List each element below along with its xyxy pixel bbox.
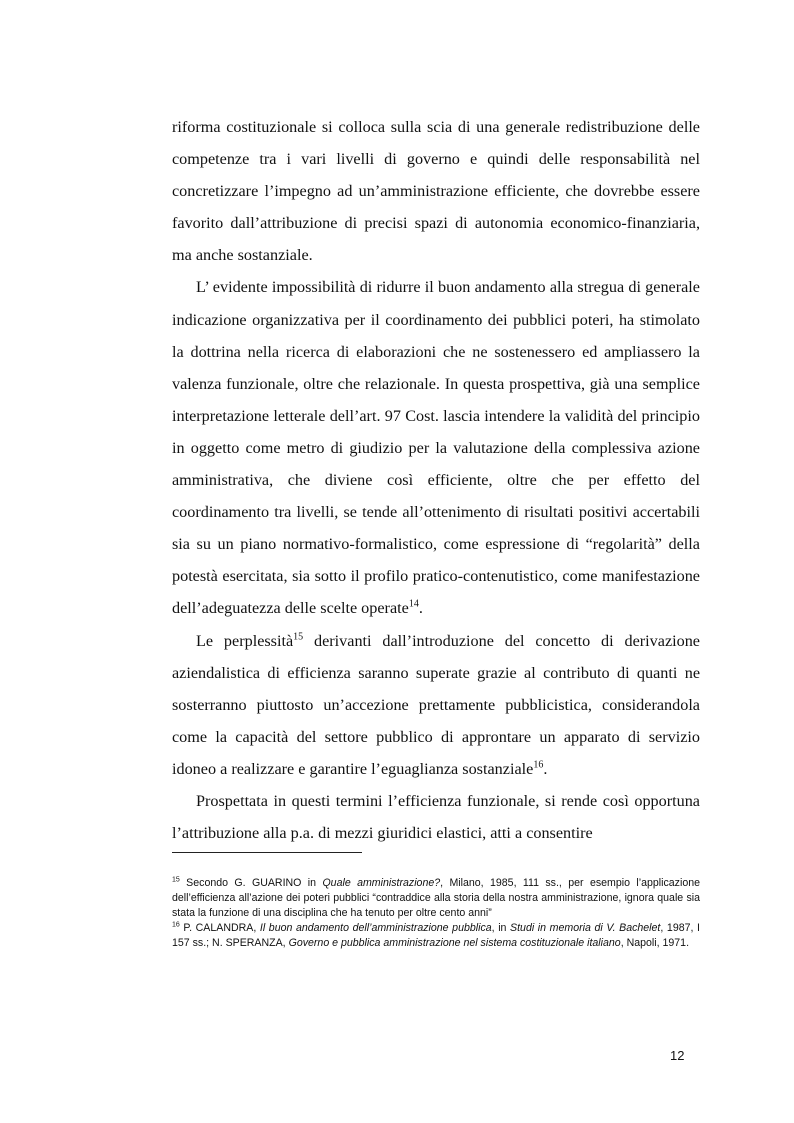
footnote-16-mid-1: , in <box>491 922 511 934</box>
paragraph-1 <box>172 111 700 271</box>
footnote-16-post: , Napoli, 1971. <box>620 937 690 949</box>
footnote-16-pre: P. CALANDRA, <box>179 922 260 934</box>
footnote-16 <box>172 921 700 951</box>
paragraph-4 <box>172 785 700 849</box>
paragraph-3-start: Le perplessità <box>196 631 294 650</box>
paragraph-3-text: derivanti dall’introduzione del concetto di derivazione aziendalistica di efficienza saranno superate grazie al contributo di quanti ne sosterranno piuttosto un’accezione prettamente pubblicistica, considerandola come la capacità del settore pubblico di approntare un apparato di servizio idoneo a realizzare e garantire l’eguaglianza sostanziale <box>172 631 700 778</box>
footnote-15-post: , Milano, 1985, 111 ss., per esempio l’applicazione dell’efficienza all’azione dei poteri pubblici “contraddice alla storia della nostra amministrazione, ignora quale sia stata la funzione di una disciplina che ha tenuto per oltre cento anni” <box>172 877 700 919</box>
paragraph-2-text: L’ evidente impossibilità di ridurre il buon andamento alla stregua di generale indicazione organizzativa per il coordinamento dei pubblici poteri, ha stimolato la dottrina nella ricerca di elaborazioni che ne sostenessero ed ampliassero la valenza funzionale, oltre che relazionale. In questa prospettiva, già una semplice interpretazione letterale dell’art. 97 Cost. lascia intendere la validità del principio in oggetto come metro di giudizio per la valutazione della complessiva azione amministrativa, che diviene così efficiente, oltre che per effetto del coordinamento tra livelli, se tende all’ottenimento di risultati positivi accertabili sia su un piano normativo-formalistico, come espressione di “regolarità” della potestà esercitata, sia sotto il profilo pratico-contenutistico, come manifestazione dell’adeguatezza delle scelte operate <box>172 278 700 618</box>
footnote-ref-16[interactable]: 16 <box>533 759 544 771</box>
footnote-ref-15[interactable]: 15 <box>293 631 304 643</box>
footnote-15-mark: 15 <box>172 876 180 884</box>
paragraph-3 <box>172 625 700 785</box>
footnote-15-title: Quale amministrazione? <box>322 877 441 889</box>
footnote-16-mark: 16 <box>172 921 180 929</box>
footnote-15-pre: Secondo G. GUARINO in <box>179 877 323 889</box>
footnote-ref-14[interactable]: 14 <box>408 599 419 611</box>
paragraph-4-text: Prospettata in questi termini l’efficienza funzionale, si rende così opportuna l’attribuzione alla p.a. di mezzi giuridici elastici, atti a consentire <box>172 791 700 843</box>
paragraph-3-end: . <box>543 759 548 778</box>
footnote-16-title-1: Il buon andamento dell’amministrazione pubblica <box>259 922 492 934</box>
footnote-separator <box>172 852 362 853</box>
body-text <box>172 111 700 849</box>
footnote-16-mid-2: , 1987, I 157 ss.; N. SPERANZA, <box>172 922 700 949</box>
page-number: 12 <box>670 1048 685 1063</box>
footnote-16-title-2: Studi in memoria di V. Bachelet <box>510 922 661 934</box>
footnote-15 <box>172 876 700 921</box>
footnotes <box>172 876 700 951</box>
footnote-16-title-3: Governo e pubblica amministrazione nel sistema costituzionale italiano <box>288 937 621 949</box>
paragraph-1-text: riforma costituzionale si colloca sulla scia di una generale redistribuzione delle competenze tra i vari livelli di governo e quindi delle responsabilità nel concretizzare l’impegno ad un’amministrazione efficiente, che dovrebbe essere favorito dall’attribuzione di precisi spazi di autonomia economico-finanziaria, ma anche sostanziale. <box>172 118 700 265</box>
paragraph-2-end: . <box>418 599 423 618</box>
paragraph-2 <box>172 271 700 624</box>
